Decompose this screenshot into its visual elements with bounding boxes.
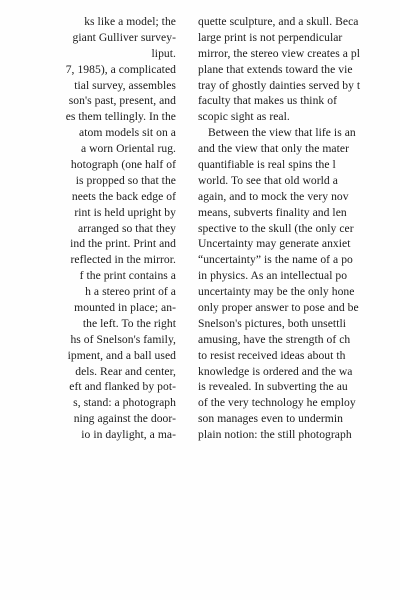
text-line: of the very technology he employ [198, 396, 356, 410]
text-line: son manages even to undermin [198, 412, 343, 426]
text-line: world. To see that old world a [198, 173, 338, 187]
text-line: neets the back edge of [71, 189, 176, 203]
text-line: es them tellingly. In the [65, 110, 176, 124]
text-line: atom models sit on a [79, 126, 176, 140]
text-line: s, stand: a photograph [73, 396, 176, 410]
paragraph-first-line: Between the view that life is an [208, 126, 356, 140]
text-line: knowledge is ordered and the wa [198, 364, 353, 378]
text-line: plane that extends toward the vie [198, 62, 353, 76]
text-line: quantifiable is real spins the l [198, 158, 336, 172]
text-line: Uncertainty may generate anxiet [198, 237, 351, 251]
text-line: 7, 1985), a complicated [65, 62, 176, 76]
text-line: reflected in the mirror. [70, 253, 176, 267]
text-line: faculty that makes us think of [198, 94, 337, 108]
text-line: the left. To the right [82, 316, 176, 330]
text-line: “uncertainty” is the name of a po [198, 253, 353, 267]
text-line: eft and flanked by pot- [69, 380, 176, 394]
text-line: quette sculpture, and a skull. Beca [198, 15, 359, 28]
text-line: to resist received ideas about th [198, 348, 346, 362]
text-line: giant Gulliver survey- [72, 30, 176, 44]
text-line: spective to the skull (the only cer [198, 221, 354, 235]
text-line: hotograph (one half of [70, 158, 176, 172]
text-line: ipment, and a ball used [67, 348, 176, 362]
text-line: ind the print. Print and [70, 237, 176, 251]
text-line: ning against the door- [73, 412, 176, 426]
text-line: f the print contains a [79, 269, 176, 283]
text-line: Snelson's pictures, both unsettli [198, 316, 347, 330]
text-line: large print is not perpendicular [198, 30, 343, 44]
text-line: a worn Oriental rug. [80, 142, 176, 156]
text-line: mounted in place; an- [74, 301, 176, 315]
text-line: liput. [151, 46, 176, 60]
text-line: ks like a model; the [84, 15, 176, 28]
text-line: tray of ghostly dainties served by t [198, 78, 361, 92]
text-line: again, and to mock the very nov [198, 189, 349, 203]
text-line: and the view that only the mater [198, 142, 349, 156]
text-line: dels. Rear and center, [75, 364, 176, 378]
text-line: arranged so that they [78, 221, 176, 235]
text-line: in physics. As an intellectual po [198, 269, 348, 283]
right-text-column [198, 14, 400, 443]
text-line: scopic sight as real. [198, 110, 290, 124]
text-line: is revealed. In subverting the au [198, 380, 348, 394]
text-line: means, subverts finality and len [198, 205, 347, 219]
text-line: io in daylight, a ma- [81, 428, 176, 442]
text-line: uncertainty may be the only hone [198, 285, 355, 299]
left-text-column [0, 14, 176, 443]
text-line: only proper answer to pose and be [198, 301, 359, 315]
text-line: amusing, have the strength of ch [198, 332, 351, 346]
text-line: h a stereo print of a [85, 285, 176, 299]
text-line: is propped so that the [75, 173, 176, 187]
text-line: plain notion: the still photograph [198, 428, 352, 442]
text-line: tial survey, assembles [74, 78, 176, 92]
text-line: hs of Snelson's family, [70, 332, 176, 346]
text-line: son's past, present, and [68, 94, 176, 108]
text-line: mirror, the stereo view creates a pl [198, 46, 360, 60]
text-line: rint is held upright by [74, 205, 176, 219]
